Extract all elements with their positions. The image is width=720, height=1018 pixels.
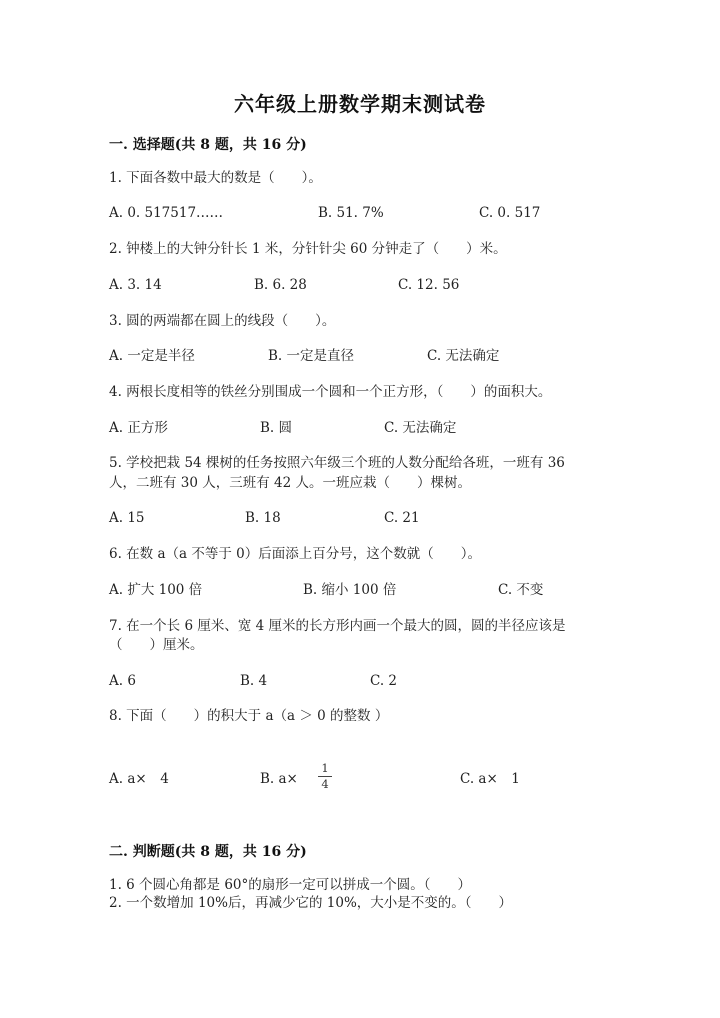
question-8-option-b-fraction <box>316 762 334 791</box>
question-3-option-c: C. 无法确定 <box>427 348 500 364</box>
question-3-option-b: B. 一定是直径 <box>268 348 355 364</box>
question-8-stem: 8. 下面（ ）的积大于 a（a ＞ 0 的整数 ） <box>109 708 389 724</box>
question-1-stem: 1. 下面各数中最大的数是（ ）。 <box>109 170 322 186</box>
question-1-option-a: A. 0. 517517…… <box>109 205 224 221</box>
question-2-option-b: B. 6. 28 <box>254 277 307 293</box>
question-7-stem-line-2: （ ）厘米。 <box>109 637 204 653</box>
question-7-option-c: C. 2 <box>370 673 398 689</box>
section-heading-judgement: 二. 判断题(共 8 题，共 16 分) <box>109 844 307 860</box>
question-7-option-b: B. 4 <box>240 673 268 689</box>
question-6-option-c: C. 不变 <box>498 582 544 598</box>
question-6-option-a: A. 扩大 100 倍 <box>109 582 203 598</box>
question-4-option-a: A. 正方形 <box>109 420 168 436</box>
question-3-option-a: A. 一定是半径 <box>109 348 195 364</box>
question-6-stem: 6. 在数 a（a 不等于 0）后面添上百分号，这个数就（ ）。 <box>109 546 481 562</box>
question-4-stem: 4. 两根长度相等的铁丝分别围成一个圆和一个正方形，（ ）的面积大。 <box>109 384 552 400</box>
question-2-stem: 2. 钟楼上的大钟分针长 1 米，分针针尖 60 分钟走了（ ）米。 <box>109 241 507 257</box>
question-2-option-a: A. 3. 14 <box>109 277 162 293</box>
question-5-option-b: B. 18 <box>245 510 281 526</box>
question-4-option-b: B. 圆 <box>260 420 293 436</box>
question-1-option-c: C. 0. 517 <box>479 205 541 221</box>
question-5-stem-line-2: 人，二班有 30 人，三班有 42 人。一班应栽（ ）棵树。 <box>109 475 472 491</box>
question-2-option-c: C. 12. 56 <box>398 277 460 293</box>
question-4-option-c: C. 无法确定 <box>384 420 457 436</box>
section-heading-choice: 一. 选择题(共 8 题，共 16 分) <box>109 137 307 153</box>
question-5-stem-line-1: 5. 学校把栽 54 棵树的任务按照六年级三个班的人数分配给各班，一班有 36 <box>109 455 565 471</box>
fraction-numerator: 1 <box>321 761 329 775</box>
question-8-option-a: A. a× 4 <box>109 771 169 787</box>
question-7-option-a: A. 6 <box>109 673 136 689</box>
fraction-denominator: 4 <box>321 777 329 791</box>
question-8-option-c: C. a× 1 <box>460 771 520 787</box>
question-5-option-a: A. 15 <box>109 510 145 526</box>
question-3-stem: 3. 圆的两端都在圆上的线段（ ）。 <box>109 313 336 329</box>
page-title: 六年级上册数学期末测试卷 <box>234 92 486 116</box>
question-1-option-b: B. 51. 7% <box>318 205 384 221</box>
question-7-stem-line-1: 7. 在一个长 6 厘米、宽 4 厘米的长方形内画一个最大的圆，圆的半径应该是 <box>109 618 566 634</box>
question-5-option-c: C. 21 <box>384 510 420 526</box>
judgement-1-stem: 1. 6 个圆心角都是 60°的扇形一定可以拼成一个圆。（ ） <box>109 877 472 893</box>
question-8-option-b: B. a× <box>260 771 298 787</box>
judgement-2-stem: 2. 一个数增加 10%后，再减少它的 10%，大小是不变的。（ ） <box>109 895 513 911</box>
question-6-option-b: B. 缩小 100 倍 <box>303 582 397 598</box>
